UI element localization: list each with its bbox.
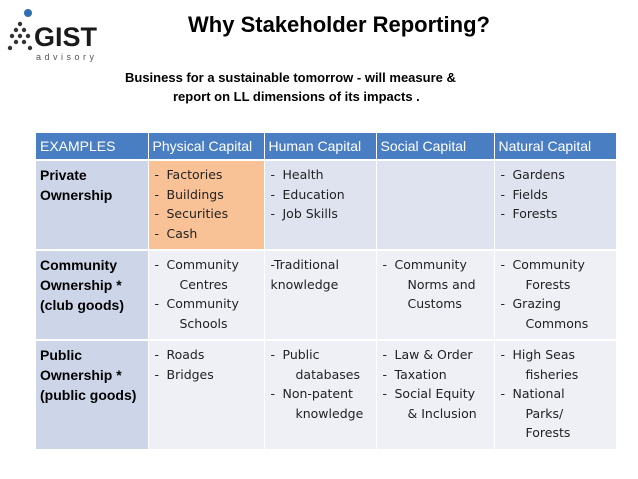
list-item: - Public databases (270, 347, 360, 382)
list-item: - Law & Order (382, 347, 473, 362)
cell-community-natural (494, 250, 616, 340)
header-natural-capital: Natural Capital (494, 133, 616, 160)
table-row-private (36, 160, 616, 250)
list-item: - Community Schools (154, 296, 239, 331)
table-row-public (36, 340, 616, 450)
subtitle (125, 68, 545, 106)
subtitle-line-1: Business for a sustainable tomorrow - will measure & (125, 70, 456, 85)
list-item: - Community Forests (500, 257, 585, 292)
header-physical-capital: Physical Capital (148, 133, 264, 160)
list-item: - Securities (154, 206, 229, 221)
header-social-capital: Social Capital (376, 133, 494, 160)
cell-private-human (264, 160, 376, 250)
cell-private-physical (148, 160, 264, 250)
cell-public-physical (148, 340, 264, 450)
list-item: - Job Skills (270, 206, 338, 221)
cell-public-natural (494, 340, 616, 450)
list-item: - National Parks/ Forests (500, 386, 571, 440)
header-human-capital: Human Capital (264, 133, 376, 160)
page-title: Why Stakeholder Reporting? (188, 12, 490, 37)
list-item: - Social Equity & Inclusion (382, 386, 477, 421)
list-item: - Non-patent knowledge (270, 386, 364, 421)
list-item: - Grazing Commons (500, 296, 589, 331)
list-item: - Community Centres (154, 257, 239, 292)
list-item: - Bridges (154, 366, 214, 382)
cell-private-natural (494, 160, 616, 250)
row-label-public: Public Ownership * (public goods) (36, 340, 148, 450)
row-label-community: Community Ownership * (club goods) (36, 250, 148, 340)
list-item: - Buildings (154, 186, 224, 202)
list-item: - Education (270, 186, 345, 202)
list-item: - Community Norms and Customs (382, 257, 476, 311)
header-examples: EXAMPLES (36, 133, 148, 160)
logo-subtext: advisory (36, 52, 98, 62)
cell-community-human: -Traditional knowledge (264, 250, 376, 340)
cell-public-human (264, 340, 376, 450)
capital-table (36, 133, 617, 451)
logo-text: GIST (34, 22, 98, 52)
list-item: - Health (270, 167, 324, 182)
list-item: - Gardens (500, 167, 565, 182)
list-item: - High Seas fisheries (500, 347, 579, 382)
list-item: - Factories (154, 167, 223, 182)
subtitle-line-2: report on LL dimensions of its impacts . (173, 89, 420, 104)
table-header-row (36, 133, 616, 160)
list-item: - Forests (500, 206, 558, 221)
row-label-private: Private Ownership (36, 160, 148, 250)
list-item: - Fields (500, 186, 548, 202)
list-item: - Roads (154, 347, 205, 362)
cell-public-social (376, 340, 494, 450)
list-item: - Taxation (382, 366, 447, 382)
cell-community-social (376, 250, 494, 340)
table-row-community (36, 250, 616, 340)
cell-community-physical (148, 250, 264, 340)
cell-private-social (376, 160, 494, 250)
list-item: - Cash (154, 225, 198, 241)
